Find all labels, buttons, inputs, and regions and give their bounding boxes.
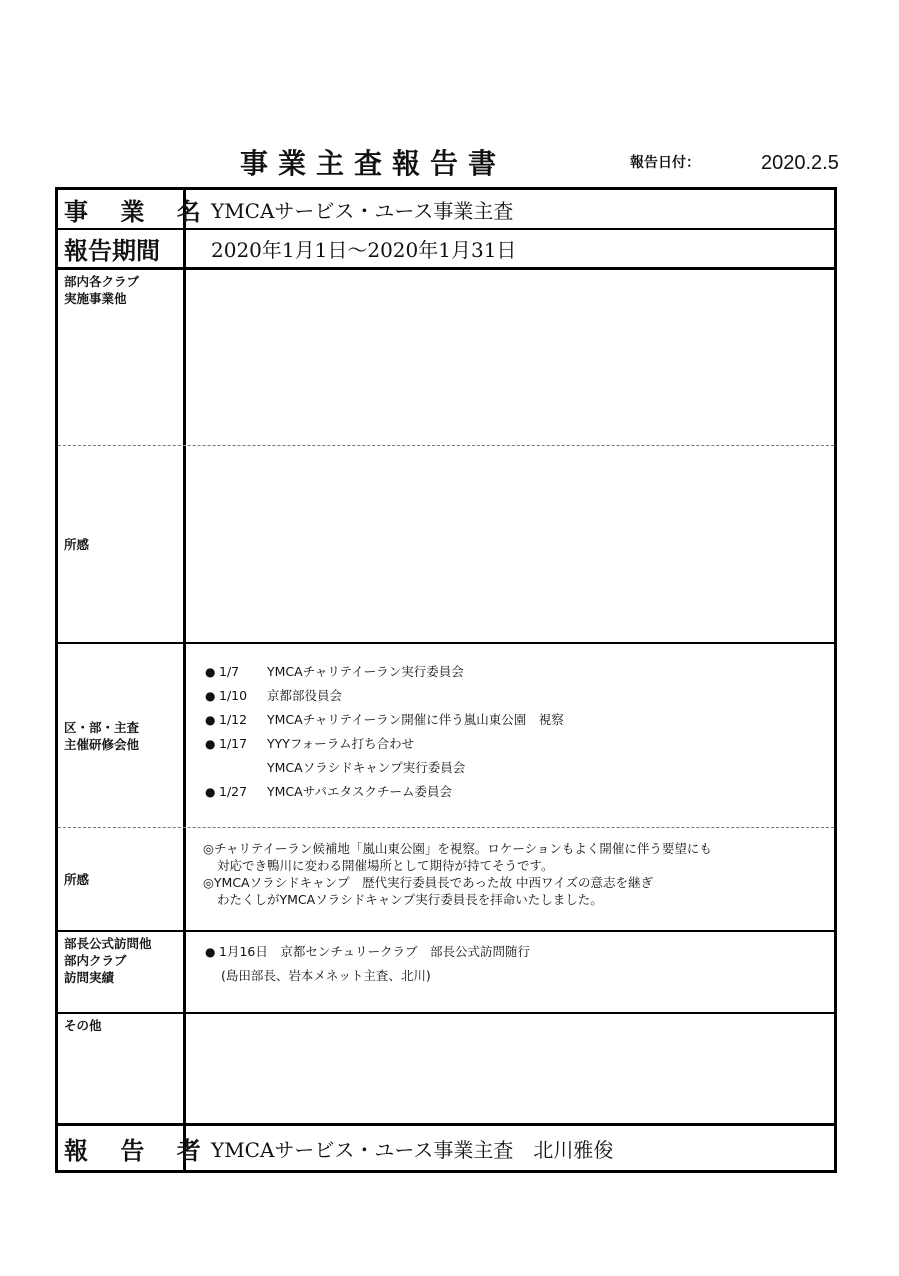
club-activities-row <box>58 270 834 446</box>
business-name-row <box>58 190 834 230</box>
list-item: ● 1/7 YMCAチャリテイーラン実行委員会 <box>205 660 834 684</box>
bullet-icon: ● <box>205 665 216 679</box>
meetings-content <box>189 644 834 827</box>
bullet-icon: ● <box>205 737 216 751</box>
bullet-icon: ● <box>205 785 216 799</box>
report-date: 報告日付： 2020.2.5 <box>630 152 839 174</box>
meetings-list <box>189 644 834 804</box>
impressions-2-row <box>58 828 834 932</box>
reporter-label: 報 告 者 <box>58 1126 186 1170</box>
impressions-2-label: 所感 <box>58 828 186 930</box>
business-name-label: 事 業 名 <box>58 190 186 228</box>
list-item: YMCAソラシドキャンプ実行委員会 <box>267 760 466 775</box>
report-form <box>55 187 837 1173</box>
note-line: わたくしがYMCAソラシドキャンプ実行委員長を拝命いたしました。 <box>217 892 603 907</box>
reporter-value: YMCAサービス・ユース事業主査 北川雅俊 <box>211 1137 614 1162</box>
other-row <box>58 1014 834 1126</box>
impressions-2-content <box>189 828 834 930</box>
list-item: ● 1/17 YYYフォーラム打ち合わせ <box>205 732 834 756</box>
other-label: その他 <box>58 1014 186 1123</box>
note-line: 対応でき鴨川に変わる開催場所として期待が持てそうです。 <box>217 858 554 873</box>
impressions-2-notes <box>189 828 834 908</box>
list-item: ● 1/10 京都部役員会 <box>205 684 834 708</box>
bullet-icon: ● <box>205 689 216 703</box>
business-name-value: YMCAサービス・ユース事業主査 <box>211 198 514 223</box>
visits-row <box>58 932 834 1014</box>
meetings-row <box>58 644 834 828</box>
report-period-value: 2020年1月1日〜2020年1月31日 <box>211 238 517 262</box>
other-content <box>189 1014 834 1123</box>
list-item: ● 1/27 YMCAサパエタスクチーム委員会 <box>205 780 834 804</box>
document-title: 事業主査報告書 <box>240 147 507 180</box>
note-line: ◎YMCAソラシドキャンプ 歴代実行委員長であった故 中西ワイズの意志を継ぎ <box>203 875 653 890</box>
visits-content <box>189 932 834 1012</box>
impressions-1-row <box>58 446 834 644</box>
meetings-label: 区・部・主査 主催研修会他 <box>58 644 186 827</box>
list-item: ● 1/12 YMCAチャリテイーラン開催に伴う嵐山東公園 視察 <box>205 708 834 732</box>
reporter-row <box>58 1126 834 1170</box>
bullet-icon: ● <box>205 945 216 959</box>
club-activities-label: 部内各クラブ 実施事業他 <box>58 270 186 445</box>
report-date-label: 報告日付： <box>630 155 700 171</box>
club-activities-content <box>189 270 834 445</box>
visits-text: ● 1月16日 京都センチュリークラブ 部長公式訪問随行 (島田部長、岩本メネット主査、北川) <box>189 932 834 988</box>
visits-label: 部長公式訪問他 部内クラブ 訪問実績 <box>58 932 186 1012</box>
impressions-1-label: 所感 <box>58 446 186 642</box>
note-line: ◎チャリテイーラン候補地「嵐山東公園」を視察。ロケーションもよく開催に伴う要望にも <box>203 841 712 856</box>
report-period-row <box>58 230 834 270</box>
bullet-icon: ● <box>205 713 216 727</box>
report-period-label: 報告期間 <box>58 230 186 267</box>
impressions-1-content <box>189 446 834 642</box>
